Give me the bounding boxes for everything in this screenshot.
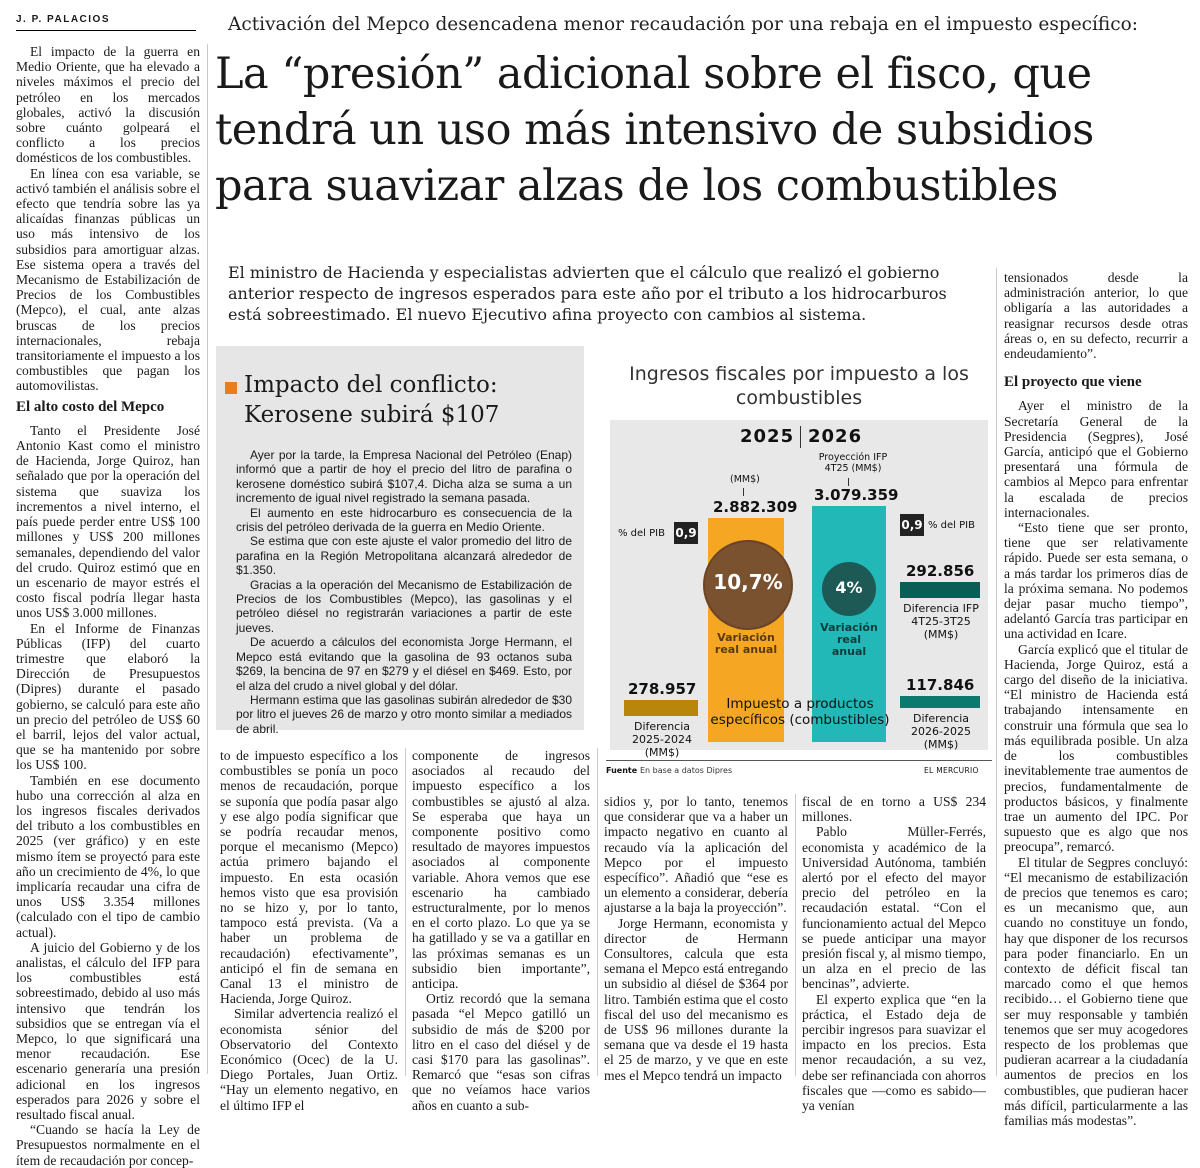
paragraph: El experto explica que “en la práctica, el Estado deja de percibir ingresos para suavizar el impacto en los precios. Esta menor recaudación, a su vez, debe ser refinanciada con ahorros fiscales que —como es sabido— ya venían [802,991,986,1114]
variation-2025-pct: 10,7% [713,570,783,594]
paragraph: tensionados desde la administración anterior, lo que obligaría a las autoridades a reasignar recursos desde otras áreas o, en su defecto, recurrir a endeudamiento”. [1004,270,1188,362]
paragraph: Ortiz recordó que la semana pasada “el Mepco gatilló un subsidio de más de $200 por litro en el caso del diésel y de casi $170 para las gasolinas”. Remarcó que “esas son cifras que no veíamos hace varios años en cuanto a sub- [412,991,590,1113]
infographic-title: Ingresos fiscales por impuesto a los combustibles [629,363,969,409]
pib-label-left: % del PIB [618,528,665,539]
year-divider [800,426,801,448]
infographic [606,348,992,778]
column-divider [405,748,406,1076]
value-2025: 2.882.309 [713,498,798,516]
credit: EL MERCURIO [924,766,979,775]
sidebar-body [236,448,572,736]
column-1 [16,44,200,1168]
paragraph: El titular de Segpres concluyó: “El mecanismo de estabilización de precios que tenemos es caro; es un mecanismo que, aun cuando no constituye un fondo, hay que disponer de los recursos para poder financiarlo. En un contexto de déficit fiscal tan marcado como el que hemos recibido… el Gobierno tiene que ser muy responsable y también tenemos que ser muy acogedores respecto de los problemas que pudieran acarrear a la ciudadanía aumentos de precios en los combustibles, que pudieran hacer más difícil, particularmente a las familias más modestas”. [1004,854,1188,1128]
paragraph: “Cuando se hacía la Ley de Presupuestos normalmente en el ítem de recaudación por concep- [16,1122,200,1168]
variation-2025-label: Variación real anual [714,631,778,656]
paragraph: fiscal de en torno a US$ 234 millones. [802,794,986,825]
paragraph: Ayer el ministro de la Secretaría General de la Presidencia (Segpres), José García, anticipó que el Gobierno presentará una fórmula de cambios al Mepco para enfrentar la escalada de precios internacionales. [1004,398,1188,520]
paragraph: Se estima que con este ajuste el valor promedio del litro de parafina en la Región Metropolitana alcanzará alrededor de $1.350. [236,534,572,578]
diff-ifp-value: 292.856 [906,562,975,580]
source-label: Fuente [606,766,638,775]
paragraph: En el Informe de Finanzas Públicas (IFP) del cuarto trimestre que elaboró la Dirección de Presupuestos (Dipres) durante el pasado gobierno, se calculó para este año un precio del petróleo de US$ 60 el barril, lejos del valor actual, que se ha mantenido por sobre los US$ 100. [16,620,200,773]
source-text: En base a datos Dipres [640,766,733,775]
diff-2026-label: Diferencia 2026-2025 (MM$) [911,712,971,751]
paragraph: En línea con esa variable, se activó también el análisis sobre el efecto que tendría sobre las ya alicaídas finanzas públicas un uso más intensivo de los subsidios para amortiguar alzas. Ese sistema opera a través del Mecanismo de Estabilización de Precios de los Combustibles (Mepco), el cual, ante alzas bruscas de los precios internacionales, rebaja transitoriamente el impuesto a los combustibles que pagan los automovilistas. [16,165,200,394]
paragraph: Gracias a la operación del Mecanismo de Estabilización de Precios de los Combustibles (Mepco), las gasolinas y el petróleo diésel no registrarán variaciones a partir de este jueves. [236,577,572,635]
paragraph: De acuerdo a cálculos del economista Jorge Hermann, el Mepco está evitando que la gasolina de 93 octanos suba $269, la bencina de 97 en $279 y el diésel en $469. Esto, por el alza del crudo a nivel global y del dólar. [236,635,572,693]
bottom-label: Impuesto a productos específicos (combustibles) [710,696,890,728]
year-2025: 2025 [740,426,795,447]
subheading-proyecto: El proyecto que viene [1004,374,1142,391]
headline: La “presión” adicional sobre el fisco, que tendrá un uso más intensivo de subsidios para suavizar alzas de los combustibles [215,49,1094,211]
diff-ifp-bar [900,582,980,598]
sidebar-title: Impacto del conflicto: Kerosene subirá $107 [244,372,500,428]
paragraph: Jorge Hermann, economista y director de Hermann Consultores, calcula que esta semana el Mepco está entregando un subsidio al diésel de $364 por litro. También estima que el costo fiscal del uso del mecanismo es de US$ 96 millones durante la semana que va desde el 19 hasta el 25 de marzo, y ve que en este mes el Mepco tendrá un impacto [604,915,788,1083]
paragraph: El impacto de la guerra en Medio Oriente, que ha elevado a niveles máximos el precio del petróleo en los mercados globales, activó la discusión sobre cuánto golpeará el conflicto a los precios domésticos de los combustibles. [16,44,200,166]
projection-label: Proyección IFP 4T25 (MM$) [818,452,888,474]
paragraph: to de impuesto específico a los combustibles se ponía un poco menos de recaudación, porque se suponía que podía pasar algo y ese algo podía significar que se podría recaudar menos, porque el mecanismo (Mepco) actúa primero bajando el impuesto. En esta ocasión hemos visto que esa provisión no se hizo y, por lo tanto, tampoco está prevista. (Va a haber un problema de recaudación) efectivamente”, anticipó el fin de semana en Canal 13 el ministro de Hacienda, Jorge Quiroz. [220,748,398,1007]
paragraph: “Esto tiene que ser pronto, tiene que ser relativamente rápido. Puede ser esta semana, o a más tardar los primeros días de la próxima semana. No podemos dejar pasar mucho tiempo”, adelantó García tras participar en una actividad en Icare. [1004,520,1188,642]
paragraph: El aumento en este hidrocarburo es consecuencia de la crisis del petróleo derivada de la guerra en Medio Oriente. [236,505,572,535]
pib-value-left: 0,9 [674,522,698,544]
paragraph: También en ese documento hubo una corrección al alza en los ingresos fiscales derivados del tributo a los combustibles en 2025 (ver gráfico) y en este mismo ítem se proyectó para este año un crecimiento de 4%, lo que implicaría recaudar una cifra de unos US$ 3.354 millones (calculado con el tipo de cambio actual). [16,772,200,940]
paragraph: componente de ingresos asociados al recaudo del impuesto específico a los combustibles se ajustó al alza. Se esperaba que haya un componente positivo como resultado de mayores impuestos asociados al componente variable. Ahora vemos que ese escenario ha cambiado estructuralmente, por lo menos en el corto plazo. Lo que ya se ha gatillado y se va a gatillar en las próximas semanas es un subsidio bien importante”, anticipa. [412,748,590,992]
column-4 [604,794,788,1083]
paragraph: Hermann estima que las gasolinas subirán alrededor de $30 por litro el jueves 26 de marzo y otro monto similar a mediados de abril. [236,692,572,736]
infographic-footer-rule [606,760,992,761]
tick [848,478,849,486]
deck: El ministro de Hacienda y especialistas advierten que el cálculo que realizó el gobierno anterior respecto de ingresos esperados para este año por el tributo a los hidrocarburos está sobreestimado. El nuevo Ejecutivo afina proyecto con cambios al sistema. [228,263,947,324]
paragraph: García explicó que el titular de Hacienda, Jorge Quiroz, está a cargo del diseño de la iniciativa. “El ministro de Hacienda está trabajando intensamente en construir una fórmula que sea lo más equilibrada posible. Un alza de los combustibles inevitablemente trae aumentos de precios, fundamentalmente de productos básicos, y finalmente trae un aumento del IPC. Por supuesto que es algo que nos preocupa”, remarcó. [1004,641,1188,855]
diff-2026-value: 117.846 [906,676,975,694]
variation-2026-label: Variación real anual [820,621,878,658]
column-divider [597,748,598,1076]
paragraph: Tanto el Presidente José Antonio Kast como el ministro de Hacienda, Jorge Quiroz, han señalado que por la operación del sistema que suaviza los incrementos a nivel interno, el país puede perder entre US$ 100 millones y US$ 200 millones semanales, dependiendo del valor del crudo. Quiroz estimó que en un escenario de mayor estrés el costo fiscal podría llegar hasta unos US$ 3.000 millones. [16,422,200,621]
column-divider [207,44,208,1074]
diff-2024-label: Diferencia 2025-2024 (MM$) [632,720,692,759]
column-5 [802,794,986,1114]
byline: J. P. PALACIOS [16,14,110,25]
year-2026: 2026 [808,426,863,447]
pib-value-right: 0,9 [900,514,924,536]
paragraph: sidios y, por lo tanto, tenemos que considerar que va a haber un impacto negativo en cuanto al recaudo vía la aplicación del Mepco por el impuesto específico”. Añadió que “ese es un elemento a considerar, debería ajustarse a la baja la proyección”. [604,794,788,916]
column-divider [996,268,997,1076]
column-3 [412,748,590,1113]
diff-2024-value: 278.957 [628,680,697,698]
variation-2026-pct: 4% [835,578,863,597]
byline-rule [16,30,196,31]
diff-ifp-label: Diferencia IFP 4T25-3T25 (MM$) [903,602,979,641]
tick [743,488,744,496]
subheading-alto-costo: El alto costo del Mepco [16,398,165,415]
diff-2026-bar [900,696,980,708]
paragraph: Similar advertencia realizó el economista sénior del Observatorio del Contexto Económico (Ocec) de la U. Diego Portales, Juan Ortiz. “Hay un elemento negativo, en el último IFP el [220,1006,398,1113]
paragraph: A juicio del Gobierno y de los analistas, el cálculo del IFP para los combustibles está sobreestimado, debido al uso más intensivo que tendrán los subsidios que se entregan vía el Mepco, lo que significará una menor recaudación. Ese escenario generaría una presión adicional en los ingresos esperados para 2026 y sobre el resultado fiscal anual. [16,939,200,1123]
diff-2024-bar [624,700,698,716]
paragraph: Ayer por la tarde, la Empresa Nacional del Petróleo (Enap) informó que a partir de hoy el precio del litro de parafina o kerosene doméstico subirá $107,4. Dicha alza se suma a un incremento de igual nivel registrado la semana pasada. [236,448,572,506]
pib-label-right: % del PIB [928,520,975,531]
column-divider [795,794,796,1076]
orange-square-icon [225,382,237,394]
paragraph: Pablo Müller-Ferrés, economista y académico de la Universidad Autónoma, también alertó por el efecto del mayor precio del petróleo en la recaudación estatal. “Con el funcionamiento actual del Mepco se puede anticipar una mayor presión fiscal y, al mismo tiempo, un alza en el precio de las bencinas”, advierte. [802,824,986,992]
kicker: Activación del Mepco desencadena menor recaudación por una rebaja en el impuesto específico: [228,14,1139,35]
mms-label-2025: (MM$) [730,474,760,485]
value-2026: 3.079.359 [814,486,899,504]
column-2 [220,748,398,1113]
column-6 [1004,270,1188,1128]
